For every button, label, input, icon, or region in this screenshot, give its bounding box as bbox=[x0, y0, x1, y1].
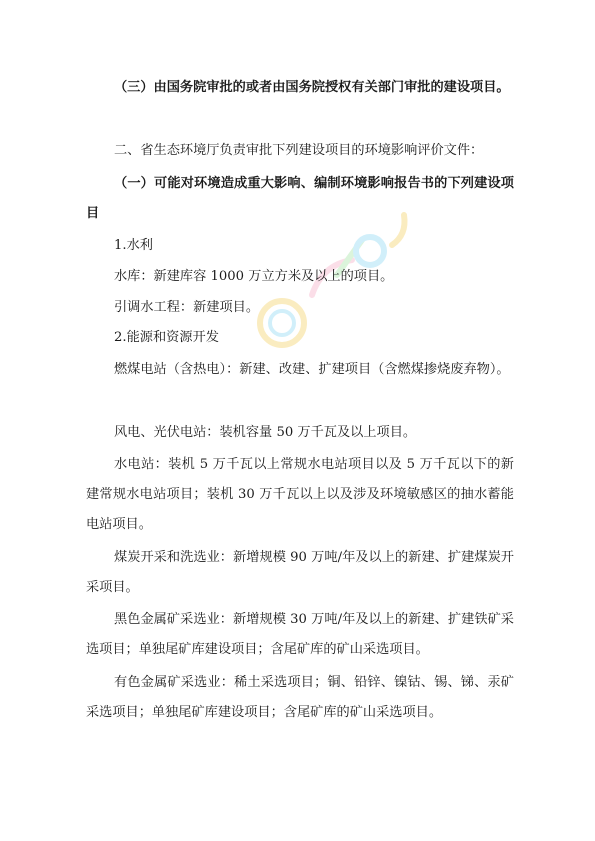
paragraph-energy-heading: 2.能源和资源开发 bbox=[114, 330, 219, 345]
paragraph-reservoir: 水库：新建库容 1000 万立方米及以上的项目。 bbox=[114, 269, 394, 284]
paragraph-nonferrous-mining: 有色金属矿采选业：稀土采选项目；铜、铅锌、镍钴、锡、锑、汞矿采选项目；单独尾矿库建设项目；含尾矿库的矿山采选项目。 bbox=[86, 675, 514, 720]
paragraph-ferrous-mining: 黑色金属矿采选业：新增规模 30 万吨/年及以上的新建、扩建铁矿采选项目；单独尾矿库建设项目；含尾矿库的矿山采选项目。 bbox=[86, 612, 514, 657]
paragraph-coal-mining: 煤炭开采和洗选业：新增规模 90 万吨/年及以上的新建、扩建煤炭开采项目。 bbox=[86, 550, 514, 595]
paragraph-water-diversion: 引调水工程：新建项目。 bbox=[114, 300, 260, 315]
paragraph-hydropower: 水电站：装机 5 万千瓦以上常规水电站项目以及 5 万千瓦以下的新建常规水电站项目；装机 30 万千瓦以上以及涉及环境敏感区的抽水蓄能电站项目。 bbox=[86, 457, 514, 532]
paragraph-coal-power: 燃煤电站（含热电）：新建、改建、扩建项目（含燃煤掺烧废弃物）。 bbox=[114, 362, 510, 377]
paragraph-water-heading: 1.水利 bbox=[114, 238, 153, 253]
paragraph-wind-solar: 风电、光伏电站：装机容量 50 万千瓦及以上项目。 bbox=[114, 425, 417, 440]
paragraph-approval-item-3: （三）由国务院审批的或者由国务院授权有关部门审批的建设项目。 bbox=[114, 80, 510, 95]
paragraph-subsection-1-heading: （一）可能对环境造成重大影响、编制环境影响报告书的下列建设项目 bbox=[86, 176, 514, 221]
paragraph-section-2-heading: 二、省生态环境厅负责审批下列建设项目的环境影响评价文件： bbox=[114, 143, 484, 158]
